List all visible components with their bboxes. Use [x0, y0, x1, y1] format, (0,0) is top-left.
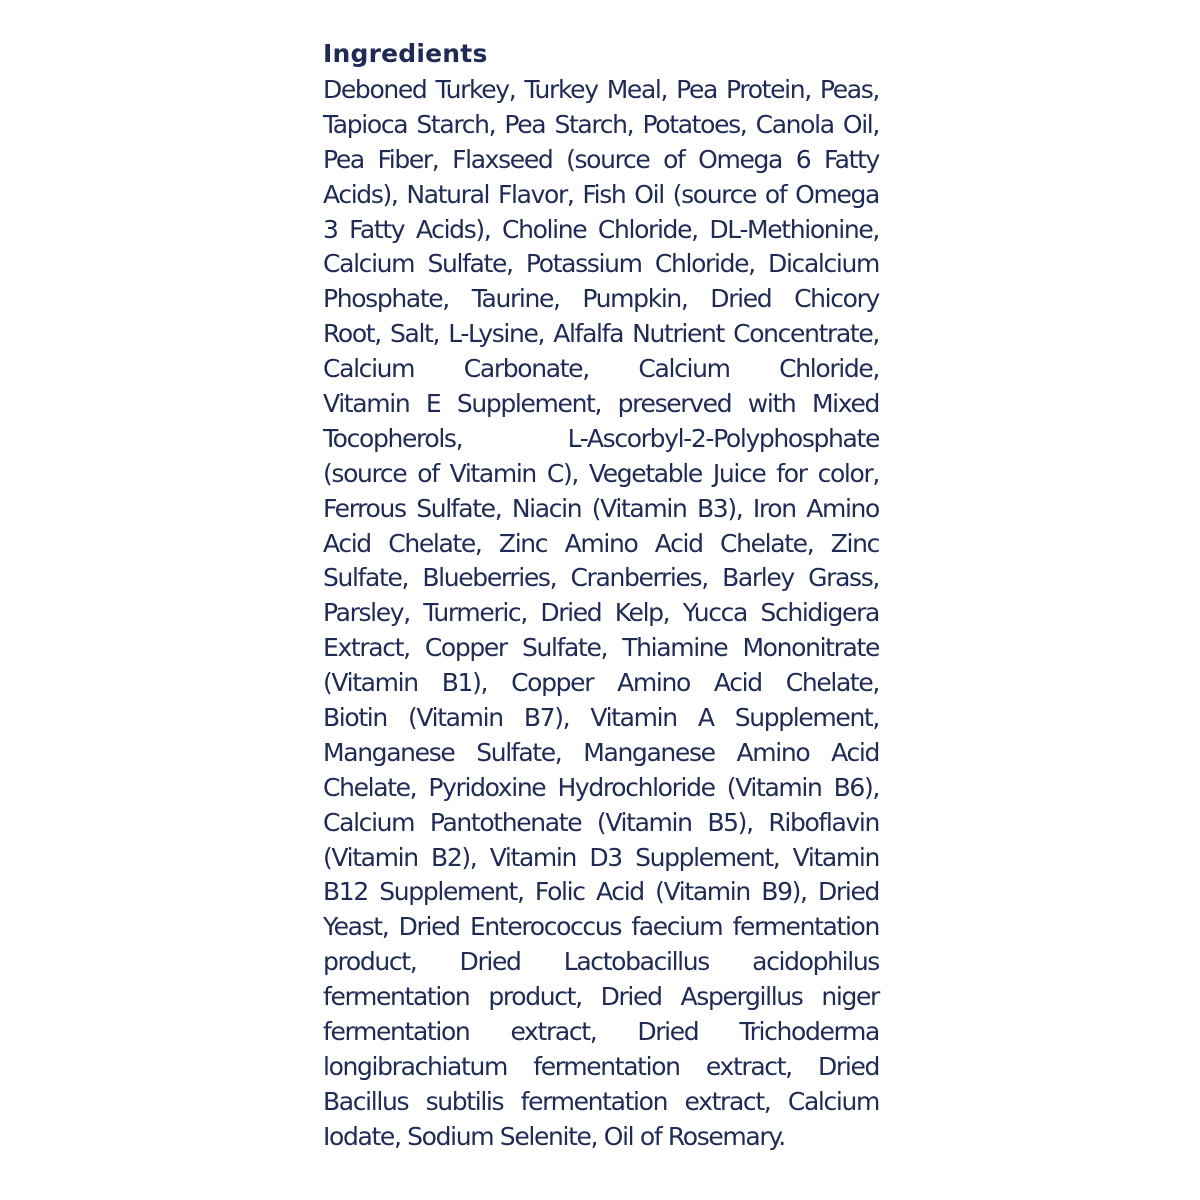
ingredients-line: fermentation extract, Dried Trichoderma — [323, 1017, 879, 1047]
ingredients-line: B12 Supplement, Folic Acid (Vitamin B9), Dried — [323, 877, 879, 907]
ingredients-line: Bacillus subtilis fermentation extract, Calcium — [323, 1086, 879, 1116]
ingredients-line: Acid Chelate, Zinc Amino Acid Chelate, Zinc — [323, 528, 879, 558]
ingredients-line: (Vitamin B2), Vitamin D3 Supplement, Vitamin — [323, 842, 879, 872]
ingredients-heading: Ingredients — [323, 39, 488, 68]
ingredients-line: Biotin (Vitamin B7), Vitamin A Supplement, — [323, 703, 879, 733]
ingredients-line: Deboned Turkey, Turkey Meal, Pea Protein, Peas, — [323, 75, 879, 104]
ingredients-line: product, Dried Lactobacillus acidophilus — [323, 947, 879, 977]
ingredients-line: Acids), Natural Flavor, Fish Oil (source of Omega — [323, 179, 879, 209]
ingredients-panel — [323, 38, 879, 1155]
ingredients-line: Vitamin E Supplement, preserved with Mixed — [323, 389, 879, 419]
ingredients-line: Yeast, Dried Enterococcus faecium fermentation — [323, 912, 879, 942]
ingredients-line: 3 Fatty Acids), Choline Chloride, DL-Methionine, — [323, 214, 879, 244]
ingredients-line: Sulfate, Blueberries, Cranberries, Barley Grass, — [323, 563, 879, 593]
ingredients-line: fermentation product, Dried Aspergillus niger — [323, 982, 879, 1012]
ingredients-line: Tocopherols, L-Ascorbyl-2-Polyphosphate — [323, 423, 879, 453]
ingredients-line: Calcium Pantothenate (Vitamin B5), Riboflavin — [323, 807, 879, 837]
ingredients-line: (source of Vitamin C), Vegetable Juice for color, — [323, 458, 879, 488]
ingredients-line: Calcium Sulfate, Potassium Chloride, Dicalcium — [323, 249, 879, 279]
ingredients-line: Ferrous Sulfate, Niacin (Vitamin B3), Iron Amino — [323, 493, 879, 523]
ingredients-line: Pea Fiber, Flaxseed (source of Omega 6 Fatty — [323, 144, 879, 174]
ingredients-list — [323, 73, 879, 1155]
ingredients-line: Calcium Carbonate, Calcium Chloride, — [323, 354, 879, 384]
ingredients-line: (Vitamin B1), Copper Amino Acid Chelate, — [323, 668, 879, 698]
ingredients-line: Manganese Sulfate, Manganese Amino Acid — [323, 737, 879, 767]
ingredients-line: Extract, Copper Sulfate, Thiamine Mononitrate — [323, 633, 879, 663]
ingredients-line: Tapioca Starch, Pea Starch, Potatoes, Canola Oil, — [323, 109, 879, 139]
ingredients-line: Chelate, Pyridoxine Hydrochloride (Vitamin B6), — [323, 772, 879, 802]
ingredients-line: Iodate, Sodium Selenite, Oil of Rosemary. — [323, 1121, 785, 1151]
ingredients-line: longibrachiatum fermentation extract, Dried — [323, 1051, 879, 1081]
ingredients-line: Phosphate, Taurine, Pumpkin, Dried Chicory — [323, 284, 879, 314]
ingredients-line: Root, Salt, L-Lysine, Alfalfa Nutrient Concentrate, — [323, 319, 879, 349]
ingredients-line: Parsley, Turmeric, Dried Kelp, Yucca Schidigera — [323, 598, 879, 628]
